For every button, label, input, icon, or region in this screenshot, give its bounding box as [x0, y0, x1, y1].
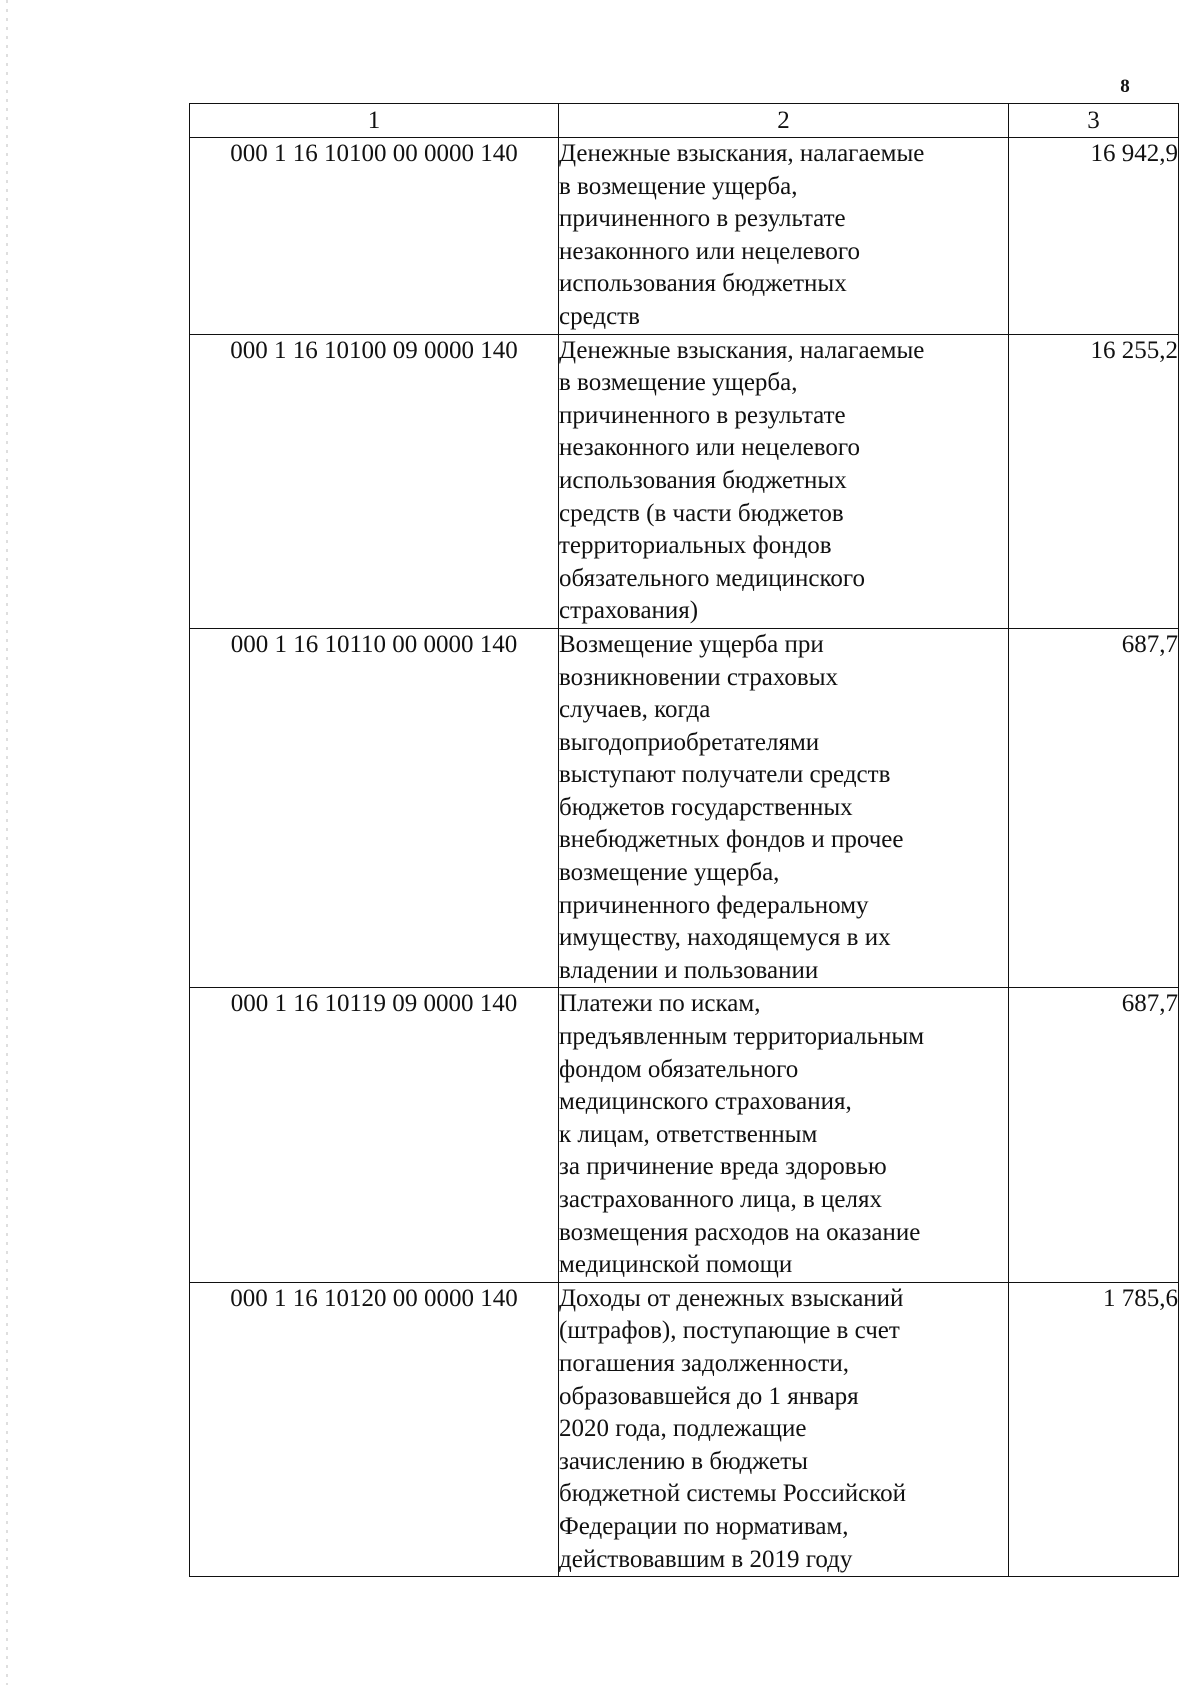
revenue-name-line: за причинение вреда здоровью — [559, 1153, 887, 1181]
revenue-name-line: возмещение ущерба, — [559, 859, 780, 887]
revenue-code-cell: 000 1 16 10119 09 0000 140 — [190, 988, 559, 1282]
table-row — [190, 138, 1179, 335]
revenue-name-line: Доходы от денежных взысканий — [559, 1284, 904, 1312]
revenue-name-line: бюджетной системы Российской — [559, 1480, 906, 1508]
revenue-name-line: средств (в части бюджетов — [559, 499, 844, 527]
revenue-name-line: в возмещение ущерба, — [559, 369, 798, 397]
revenue-name-line: обязательного медицинского — [559, 564, 866, 592]
table-row — [190, 628, 1179, 988]
revenue-name-line: возмещения расходов на оказание — [559, 1218, 921, 1246]
revenue-name-line: бюджетов государственных — [559, 793, 853, 821]
page-number: 8 — [1120, 76, 1130, 97]
revenue-name-line: действовавшим в 2019 году — [559, 1545, 853, 1573]
revenue-name-line: использования бюджетных — [559, 466, 847, 494]
revenue-name-cell — [559, 628, 1009, 988]
table-row — [190, 988, 1179, 1282]
amount-cell: 687,7 — [1009, 628, 1179, 988]
revenue-name-line: Денежные взыскания, налагаемые — [559, 336, 925, 364]
table-header-row — [190, 104, 1179, 138]
revenue-name-cell — [559, 1282, 1009, 1576]
revenue-name-line: средств — [559, 302, 640, 330]
revenue-name-cell — [559, 138, 1009, 335]
revenue-name-line: к лицам, ответственным — [559, 1120, 818, 1148]
budget-revenue-table — [189, 103, 1179, 1577]
revenue-code-cell: 000 1 16 10120 00 0000 140 — [190, 1282, 559, 1576]
table-row — [190, 1282, 1179, 1576]
amount-cell: 16 942,9 — [1009, 138, 1179, 335]
revenue-code-cell: 000 1 16 10110 00 0000 140 — [190, 628, 559, 988]
revenue-code-cell: 000 1 16 10100 09 0000 140 — [190, 334, 559, 628]
revenue-name-line: образовавшейся до 1 января — [559, 1382, 859, 1410]
revenue-name-line: внебюджетных фондов и прочее — [559, 826, 904, 854]
revenue-name-line: Платежи по искам, — [559, 990, 761, 1018]
amount-cell: 16 255,2 — [1009, 334, 1179, 628]
revenue-name-cell — [559, 334, 1009, 628]
revenue-name-line: предъявленным территориальным — [559, 1023, 925, 1051]
column-header-1: 1 — [190, 104, 559, 138]
revenue-name-line: медицинского страхования, — [559, 1088, 852, 1116]
revenue-name-line: имуществу, находящемуся в их — [559, 924, 891, 952]
revenue-name-line: причиненного в результате — [559, 205, 846, 233]
revenue-name-line: медицинской помощи — [559, 1251, 793, 1279]
revenue-name-line: фондом обязательного — [559, 1055, 799, 1083]
revenue-name-line: выгодоприобретателями — [559, 728, 820, 756]
revenue-name-line: причиненного в результате — [559, 401, 846, 429]
revenue-name-line: случаев, когда — [559, 696, 711, 724]
revenue-name-line: Возмещение ущерба при — [559, 630, 824, 658]
revenue-name-line: страхования) — [559, 597, 699, 625]
column-header-3: 3 — [1009, 104, 1179, 138]
scan-edge-artifact — [6, 0, 8, 1685]
revenue-name-line: зачислению в бюджеты — [559, 1447, 808, 1475]
revenue-name-line: 2020 года, подлежащие — [559, 1415, 807, 1443]
revenue-name-line: использования бюджетных — [559, 270, 847, 298]
revenue-name-line: причиненного федеральному — [559, 891, 869, 919]
revenue-name-line: владении и пользовании — [559, 956, 819, 984]
revenue-name-line: погашения задолженности, — [559, 1349, 849, 1377]
revenue-name-cell — [559, 988, 1009, 1282]
revenue-name-line: незаконного или нецелевого — [559, 434, 861, 462]
revenue-name-line: в возмещение ущерба, — [559, 172, 798, 200]
table-row — [190, 334, 1179, 628]
revenue-name-line: Денежные взыскания, налагаемые — [559, 140, 925, 167]
revenue-name-line: территориальных фондов — [559, 532, 832, 560]
amount-cell: 1 785,6 — [1009, 1282, 1179, 1576]
table-body — [190, 138, 1179, 1577]
revenue-name-line: застрахованного лица, в целях — [559, 1186, 882, 1213]
column-header-2: 2 — [559, 104, 1009, 138]
revenue-name-line: Федерации по нормативам, — [559, 1512, 849, 1540]
revenue-name-line: возникновении страховых — [559, 663, 839, 691]
revenue-name-line: незаконного или нецелевого — [559, 237, 861, 265]
revenue-code-cell: 000 1 16 10100 00 0000 140 — [190, 138, 559, 335]
amount-cell: 687,7 — [1009, 988, 1179, 1282]
revenue-name-line: выступают получатели средств — [559, 761, 891, 789]
revenue-name-line: (штрафов), поступающие в счет — [559, 1317, 900, 1345]
